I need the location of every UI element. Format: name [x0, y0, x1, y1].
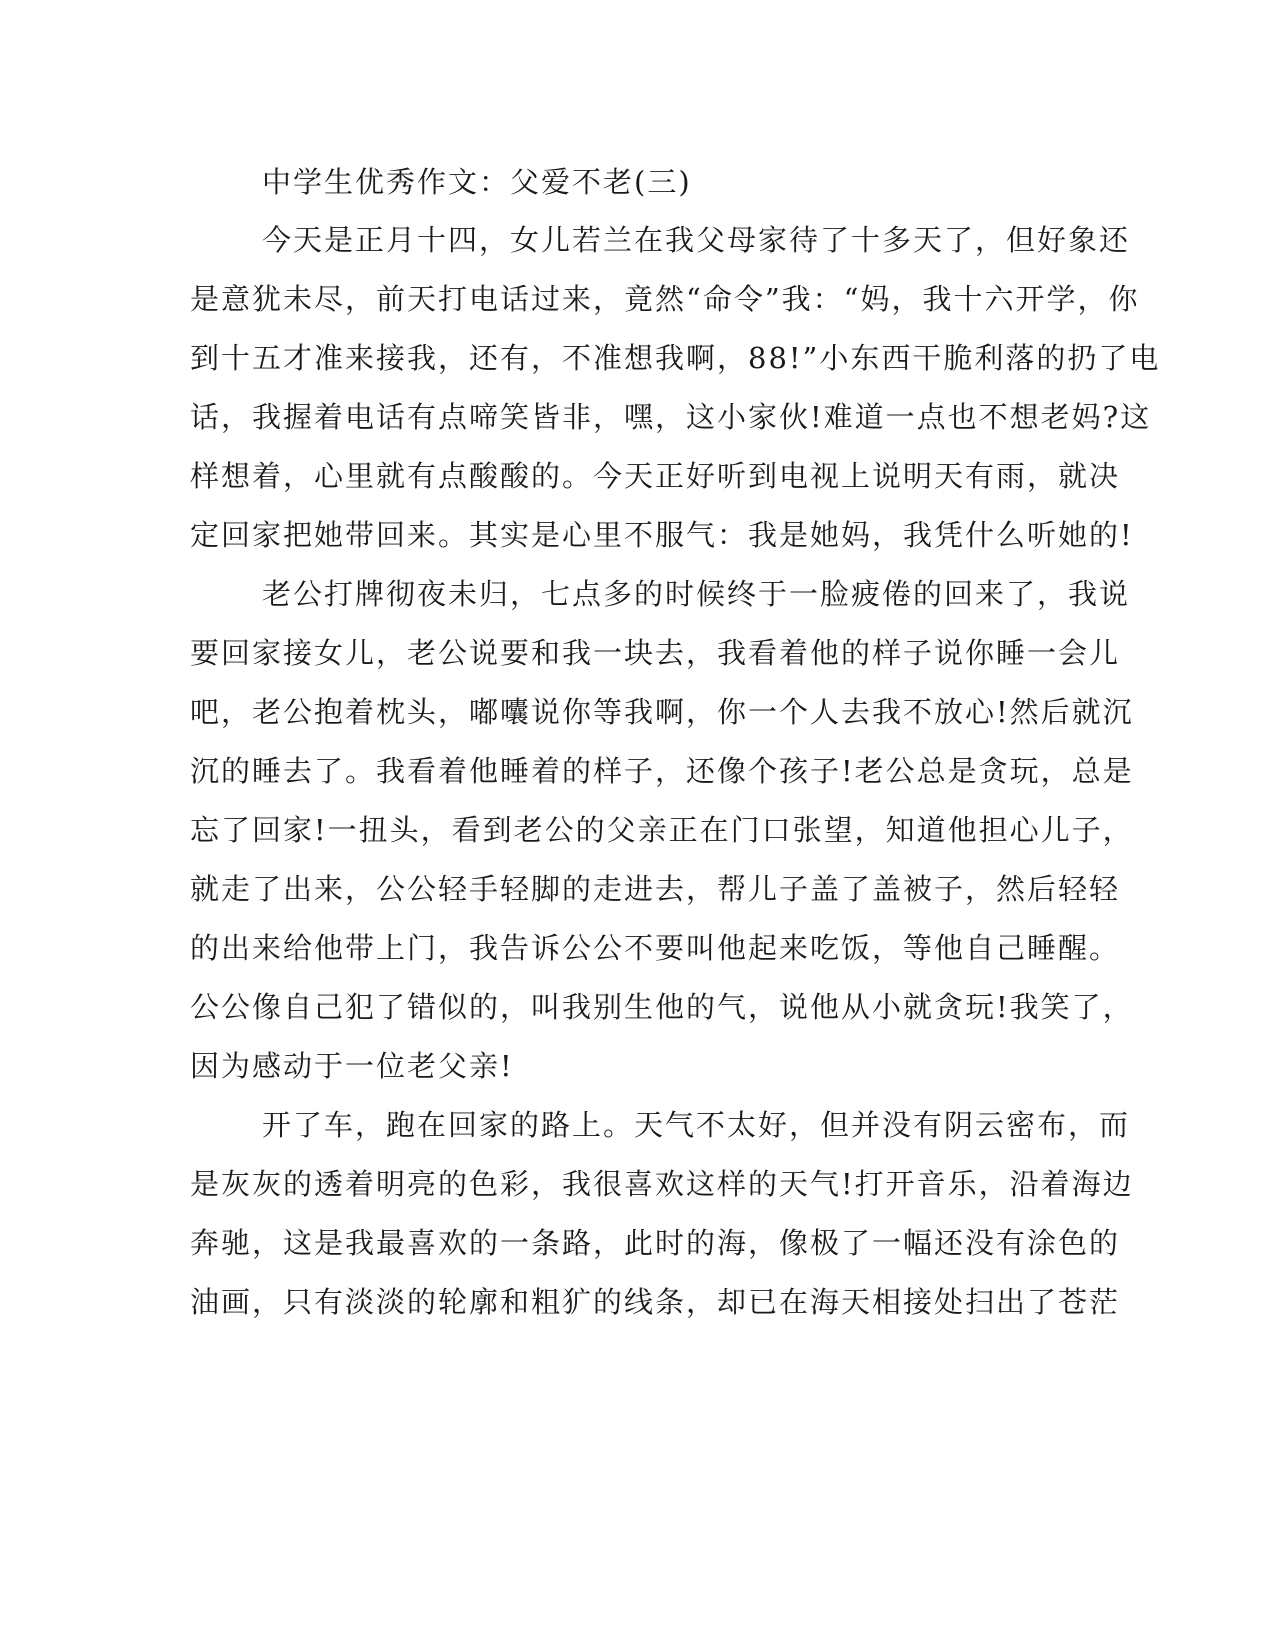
- paragraph-1-line-4: 话，我握着电话有点啼笑皆非，嘿，这小家伙!难道一点也不想老妈?这: [190, 400, 1152, 434]
- paragraph-2-line-4: 沉的睡去了。我看着他睡着的样子，还像个孩子!老公总是贪玩，总是: [190, 754, 1134, 788]
- paragraph-2-line-7: 的出来给他带上门，我告诉公公不要叫他起来吃饭，等他自己睡醒。: [190, 931, 1121, 965]
- paragraph-2-line-3: 吧，老公抱着枕头，嘟囔说你等我啊，你一个人去我不放心!然后就沉: [190, 695, 1134, 729]
- paragraph-2-line-9: 因为感动于一位老父亲!: [190, 1049, 514, 1083]
- paragraph-3-line-1: 开了车，跑在回家的路上。天气不太好，但并没有阴云密布，而: [262, 1108, 1131, 1142]
- paragraph-1-line-5: 样想着，心里就有点酸酸的。今天正好听到电视上说明天有雨，就决: [190, 459, 1121, 493]
- paragraph-3-line-3: 奔驰，这是我最喜欢的一条路，此时的海，像极了一幅还没有涂色的: [190, 1226, 1121, 1260]
- paragraph-1-line-6: 定回家把她带回来。其实是心里不服气：我是她妈，我凭什么听她的!: [190, 518, 1134, 552]
- paragraph-3-line-4: 油画，只有淡淡的轮廓和粗犷的线条，却已在海天相接处扫出了苍茫: [190, 1285, 1121, 1319]
- paragraph-2-line-2: 要回家接女儿，老公说要和我一块去，我看着他的样子说你睡一会儿: [190, 636, 1121, 670]
- paragraph-2-line-5: 忘了回家!一扭头，看到老公的父亲正在门口张望，知道他担心儿子，: [190, 813, 1134, 847]
- essay-title: 中学生优秀作文：父爱不老(三): [262, 165, 692, 199]
- paragraph-1-line-3: 到十五才准来接我，还有，不准想我啊，88!”小东西干脆利落的扔了电: [190, 341, 1161, 375]
- paragraph-1-line-1: 今天是正月十四，女儿若兰在我父母家待了十多天了，但好象还: [262, 223, 1131, 257]
- paragraph-2-line-1: 老公打牌彻夜未归，七点多的时候终于一脸疲倦的回来了，我说: [262, 577, 1131, 611]
- paragraph-3-line-2: 是灰灰的透着明亮的色彩，我很喜欢这样的天气!打开音乐，沿着海边: [190, 1167, 1134, 1201]
- paragraph-2-line-6: 就走了出来，公公轻手轻脚的走进去，帮儿子盖了盖被子，然后轻轻: [190, 872, 1121, 906]
- paragraph-2-line-8: 公公像自己犯了错似的，叫我别生他的气，说他从小就贪玩!我笑了，: [190, 990, 1134, 1024]
- paragraph-1-line-2: 是意犹未尽，前天打电话过来，竟然“命令”我：“妈，我十六开学，你: [190, 282, 1140, 316]
